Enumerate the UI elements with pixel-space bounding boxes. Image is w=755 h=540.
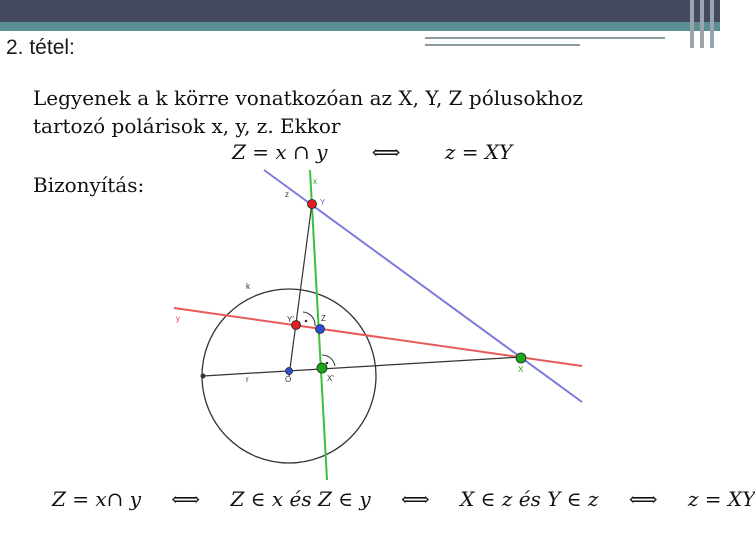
- eq-part-1: Z = x∩ y: [52, 487, 142, 511]
- label-x-line: x: [313, 177, 317, 186]
- slide-top-bar: [0, 0, 720, 22]
- point-Z: [316, 325, 325, 334]
- point-Xp: [317, 363, 327, 373]
- theorem-formula: [232, 140, 512, 164]
- line-r: [203, 357, 522, 376]
- label-X: X: [518, 365, 524, 374]
- label-Yp: Y': [287, 315, 294, 324]
- label-Xp: X': [327, 374, 334, 383]
- point-O: [286, 368, 293, 375]
- eq-arrow-2: ⟺: [401, 487, 430, 511]
- accent-line-1: [425, 37, 665, 39]
- right-angle-dot-1: [305, 320, 308, 323]
- formula-left: Z = x ∩ y: [232, 140, 328, 164]
- corner-stripe-2: [700, 0, 704, 48]
- label-r: r: [246, 375, 249, 384]
- corner-stripe-1: [690, 0, 694, 48]
- theorem-line-2: tartozó polárisok x, y, z. Ekkor: [33, 114, 341, 138]
- label-y-line: y: [176, 314, 180, 323]
- point-Y: [308, 200, 317, 209]
- label-z-line: z: [285, 190, 289, 199]
- slide-title: 2. tétel:: [6, 36, 75, 59]
- formula-arrow: ⟺: [371, 140, 401, 164]
- eq-arrow-3: ⟺: [628, 487, 658, 511]
- point-r-end: [201, 374, 206, 379]
- eq-arrow-1: ⟺: [171, 487, 201, 511]
- right-angle-mark-1: [303, 312, 315, 326]
- eq-part-2: Z ∈ x és Z ∈ y: [230, 487, 371, 511]
- formula-right: z = XY: [444, 140, 513, 164]
- theorem-line-1: Legyenek a k körre vonatkozóan az X, Y, Z pólusokhoz: [33, 86, 583, 110]
- right-angle-dot-2: [326, 362, 329, 365]
- accent-line-2: [425, 44, 580, 46]
- eq-part-4: z = XY: [687, 487, 755, 511]
- corner-stripe-3: [710, 0, 714, 48]
- theorem-text: [33, 84, 583, 140]
- point-X: [516, 353, 526, 363]
- bottom-equivalence-chain: [52, 487, 755, 511]
- eq-part-3: X ∈ z és Y ∈ z: [460, 487, 599, 511]
- label-k: k: [246, 282, 250, 291]
- label-Z: Z: [321, 314, 326, 323]
- proof-label: Bizonyítás:: [33, 173, 145, 197]
- label-O: O: [285, 375, 292, 384]
- geometry-figure: [172, 168, 592, 483]
- slide-accent-bar: [0, 22, 720, 31]
- label-Y: Y: [320, 198, 326, 207]
